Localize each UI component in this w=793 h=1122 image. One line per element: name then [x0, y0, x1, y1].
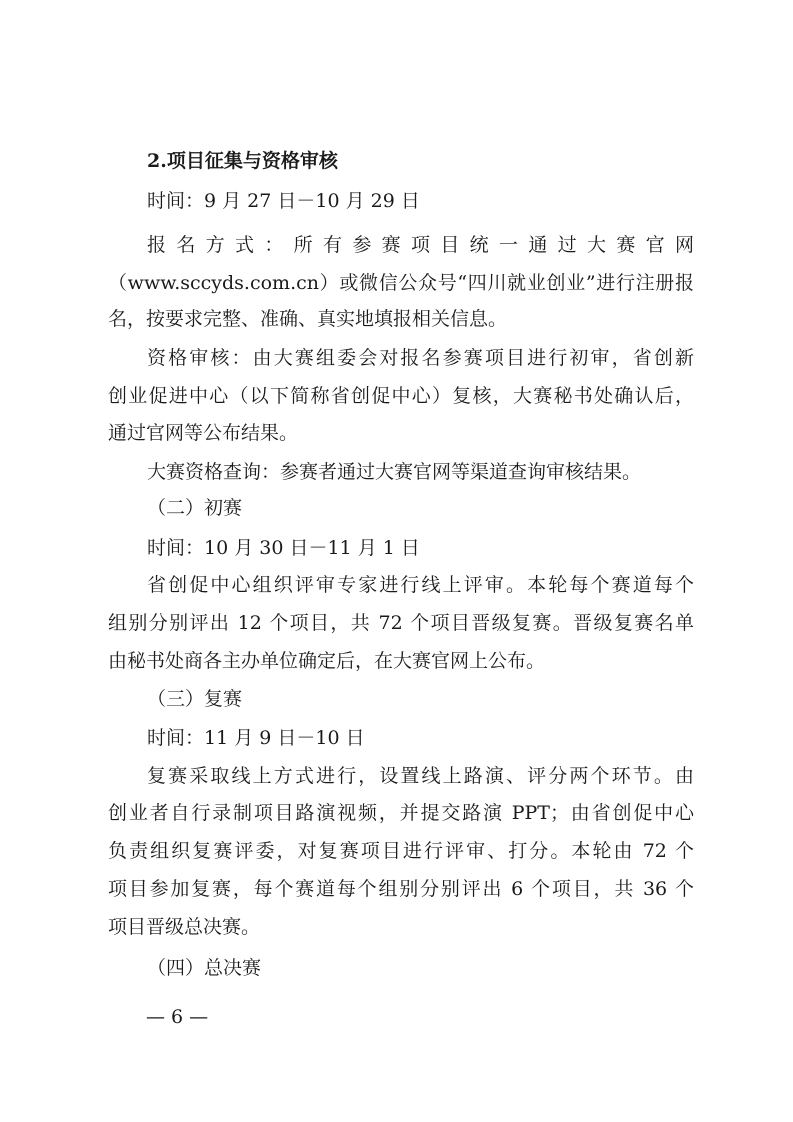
review-line-3: 通过官网等公布结果。	[108, 422, 299, 444]
semi-line-5: 项目晋级总决赛。	[108, 916, 261, 938]
semi-line-3: 负责组织复赛评委，对复赛项目进行评审、打分。本轮由 72 个	[108, 840, 694, 862]
semi-line-4: 项目参加复赛，每个赛道每个组别分别评出 6 个项目，共 36 个	[108, 878, 694, 900]
heading-final: （四）总决赛	[147, 957, 262, 979]
signup-line-2: （www.sccyds.com.cn）或微信公众号“四川就业创业”进行注册报	[108, 272, 694, 294]
prelim-line-3: 由秘书处商各主办单位确定后，在大赛官网上公布。	[108, 650, 546, 672]
review-line-1: 资格审核：由大赛组委会对报名参赛项目进行初审，省创新	[147, 347, 694, 369]
signup-line-1: 报名方式：所有参赛项目统一通过大赛官网	[147, 234, 694, 256]
prelim-line-2: 组别分别评出 12 个项目，共 72 个项目晋级复赛。晋级复赛名单	[108, 612, 694, 634]
query-line: 大赛资格查询：参赛者通过大赛官网等渠道查询审核结果。	[147, 461, 642, 483]
time-line-3: 时间：11 月 9 日－10 日	[147, 727, 365, 749]
section-heading: 2.项目征集与资格审核	[147, 150, 338, 172]
review-line-2: 创业促进中心（以下简称省创促中心）复核，大赛秘书处确认后，	[108, 385, 694, 407]
page-number: — 6 —	[146, 1006, 209, 1028]
time-line-1: 时间：9 月 27 日－10 月 29 日	[147, 190, 420, 212]
time-line-2: 时间：10 月 30 日－11 月 1 日	[147, 537, 420, 559]
heading-prelim: （二）初赛	[147, 497, 243, 519]
semi-line-2: 创业者自行录制项目路演视频，并提交路演 PPT；由省创促中心	[108, 802, 694, 824]
heading-semi: （三）复赛	[147, 688, 243, 710]
signup-line-3: 名，按要求完整、准确、真实地填报相关信息。	[108, 308, 508, 330]
semi-line-1: 复赛采取线上方式进行，设置线上路演、评分两个环节。由	[147, 765, 694, 787]
prelim-line-1: 省创促中心组织评审专家进行线上评审。本轮每个赛道每个	[147, 574, 694, 596]
